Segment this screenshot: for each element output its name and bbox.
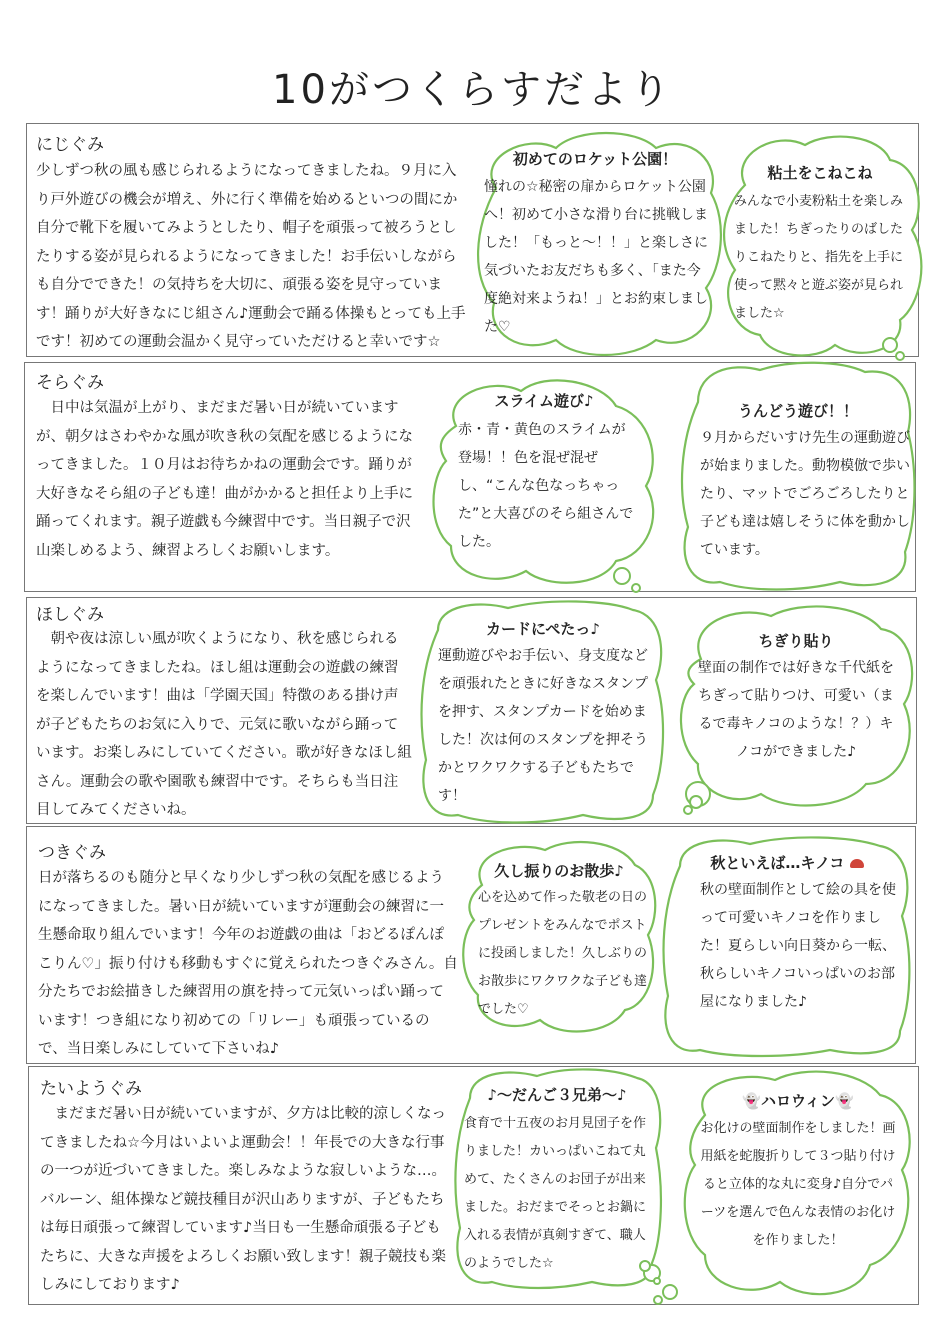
section-sora-title: そらぐみ xyxy=(36,373,104,393)
cloud-undou xyxy=(680,362,916,590)
cloud-title: うんどう遊び！！ xyxy=(737,402,858,420)
cloud-text: 食育で十五夜のお月見団子を作りました！カいっぱいこねて丸めて、たくさんのお団子が出来ました。おだまでそっとお鍋に入れる表情が真剣すぎて、職人のようでした☆ xyxy=(464,1116,647,1271)
cloud-title: ちぎり貼り xyxy=(758,632,834,650)
cloud-rocket-park xyxy=(466,128,724,358)
cloud-title xyxy=(660,852,914,873)
section-hoshi-text: 朝や夜は涼しい風が吹くようになり、秋を感じられるようになってきましたね。ほし組は運動会の遊戯の練習を楽しんでいます！曲は「学園天国」特徴のある掛け声が子どもたちのお気に入りで、元気に歌いながら踊っています。お楽しみにしていてください。歌が好きなほし組さん。運動会の歌や園歌も練習中です。そちらも当日注目してみてくださいね。 xyxy=(36,631,412,818)
cloud-text: 壁面の制作では好きな千代紙をちぎって貼りつけ、可愛い（まるで毒キノコのような！？）キノコができました♪ xyxy=(698,660,894,760)
cloud-text: 憧れの☆秘密の扉からロケット公園へ！初めて小さな滑り台に挑戦しました！「もっと～！！」と楽しさに気づいたお友だちも多く、「また今度絶対来ようね！」とお約束しました♡ xyxy=(484,179,708,335)
section-tsuki-title: つきぐみ xyxy=(38,843,106,863)
section-hoshi-title: ほしぐみ xyxy=(36,605,104,625)
cloud-title: 久し振りのお散歩♪ xyxy=(494,862,624,880)
cloud-text: 心を込めて作った敬老の日のプレゼントをみんなでポストに投函しました！久しぶりのお散歩にワクワクな子ども達でした♡ xyxy=(478,890,648,1017)
page-title: 10がつくらすだより xyxy=(272,67,673,113)
cloud-title: 粘土をこねこね xyxy=(767,164,873,182)
cloud-text: 秋の壁面制作として絵の具を使って可愛いキノコを作りました！夏らしい向日葵から一転、秋らしいキノコいっぱいのお部屋になりました♪ xyxy=(700,882,896,1010)
cloud-title xyxy=(680,1090,916,1111)
cloud-title: ♪～だんご３兄弟～♪ xyxy=(487,1086,627,1104)
ghost-icon: 👻 xyxy=(835,1092,854,1110)
cloud-clay xyxy=(720,130,920,360)
section-taiyou-text: まだまだ暑い日が続いていますが、夕方は比較的涼しくなってきましたね☆今月はいよいよ運動会！！年長での大きな行事の一つが近づいてきました。楽しみなような寂しいような…。バルーン、組体操など競技種目が沢山ありますが、子どもたちは毎日頑張って練習しています♪当日も一生懸命頑張る子どもたちに、大きな声援をよろしくお願い致します！親子競技も楽しみにしております♪ xyxy=(40,1106,446,1293)
cloud-chigiri xyxy=(676,604,916,818)
cloud-title: 初めてのロケット公園！ xyxy=(512,150,678,168)
cloud-text: お化けの壁面制作をしました！画用紙を蛇腹折りして３つ貼り付けると立体的な丸に変身♪自分でパーツを選んで色んな表情のお化けを作りました！ xyxy=(700,1121,896,1248)
cloud-slime xyxy=(426,376,662,596)
cloud-title-text: ハロウィン xyxy=(760,1092,836,1110)
ghost-icon: 👻 xyxy=(742,1092,761,1110)
section-sora-text: 日中は気温が上がり、まだまだ暑い日が続いていますが、朝夕はさわやかな風が吹き秋の気配を感じるようになってきました。１０月はお待ちかねの運動会です。踊りが大好きなそら組の子ども達！曲がかかると担任より上手に踊ってくれます。親子遊戯も今練習中です。当日親子で沢山楽しめるよう、練習よろしくお願いします。 xyxy=(36,400,413,559)
section-niji-title: にじぐみ xyxy=(36,135,104,155)
cloud-stamp-card xyxy=(418,600,668,822)
cloud-halloween xyxy=(680,1070,916,1304)
cloud-sanpo xyxy=(460,840,658,1036)
cloud-text: ９月からだいすけ先生の運動遊びが始まりました。動物模倣で歩いたり、マットでごろごろしたりと子ども達は嬉しそうに体を動かしています。 xyxy=(700,430,910,558)
section-taiyou-title: たいようぐみ xyxy=(40,1079,142,1099)
cloud-dango xyxy=(452,1068,662,1290)
cloud-kinoko xyxy=(660,836,914,1056)
mushroom-icon xyxy=(850,859,864,868)
cloud-text: 運動遊びやお手伝い、身支度などを頑張れたときに好きなスタンプを押す、スタンプカードを始めました！次は何のスタンプを押そうかとワクワクする子どもたちです！ xyxy=(438,648,648,804)
section-niji-text: 少しずつ秋の風も感じられるようになってきましたね。９月に入り戸外遊びの機会が増え、外に行く準備を始めるといつの間にか自分で靴下を履いてみようとしたり、帽子を頑張って被ろうとしたりする姿が見られるようになってきました！お手伝いしながらも自分でできた！の気持ちを大切に、頑張る姿を見守っています！踊りが大好きなにじ組さん♪運動会で踊る体操もとっても上手です！初めての運動会温かく見守っていただけると幸いです☆ xyxy=(36,163,466,350)
cloud-title-text: 秋といえば…キノコ xyxy=(710,854,845,872)
cloud-text: みんなで小麦粉粘土を楽しみました！ちぎったりのばしたりこねたりと、指先を上手に使って黙々と遊ぶ姿が見られました☆ xyxy=(734,194,904,321)
cloud-text: 赤・青・黄色のスライムが登場！！色を混ぜ混ぜし、“こんな色なっちゃった”と大喜びのそら組さんでした。 xyxy=(458,422,634,550)
cloud-title: カードにぺたっ♪ xyxy=(486,620,600,638)
section-tsuki-text: 日が落ちるのも随分と早くなり少しずつ秋の気配を感じるようになってきました。暑い日が続いていますが運動会の練習に一生懸命取り組んでいます！今年のお遊戯の曲は「おどるぽんぽこりん♡」振り付けも移動もすぐに覚えられたつきぐみさん。自分たちでお絵描きした練習用の旗を持って元気いっぱい踊っています！つき組になり初めての「リレー」も頑張っているので、当日楽しみにしていて下さいね♪ xyxy=(38,870,458,1057)
cloud-title: スライム遊び♪ xyxy=(494,392,594,410)
